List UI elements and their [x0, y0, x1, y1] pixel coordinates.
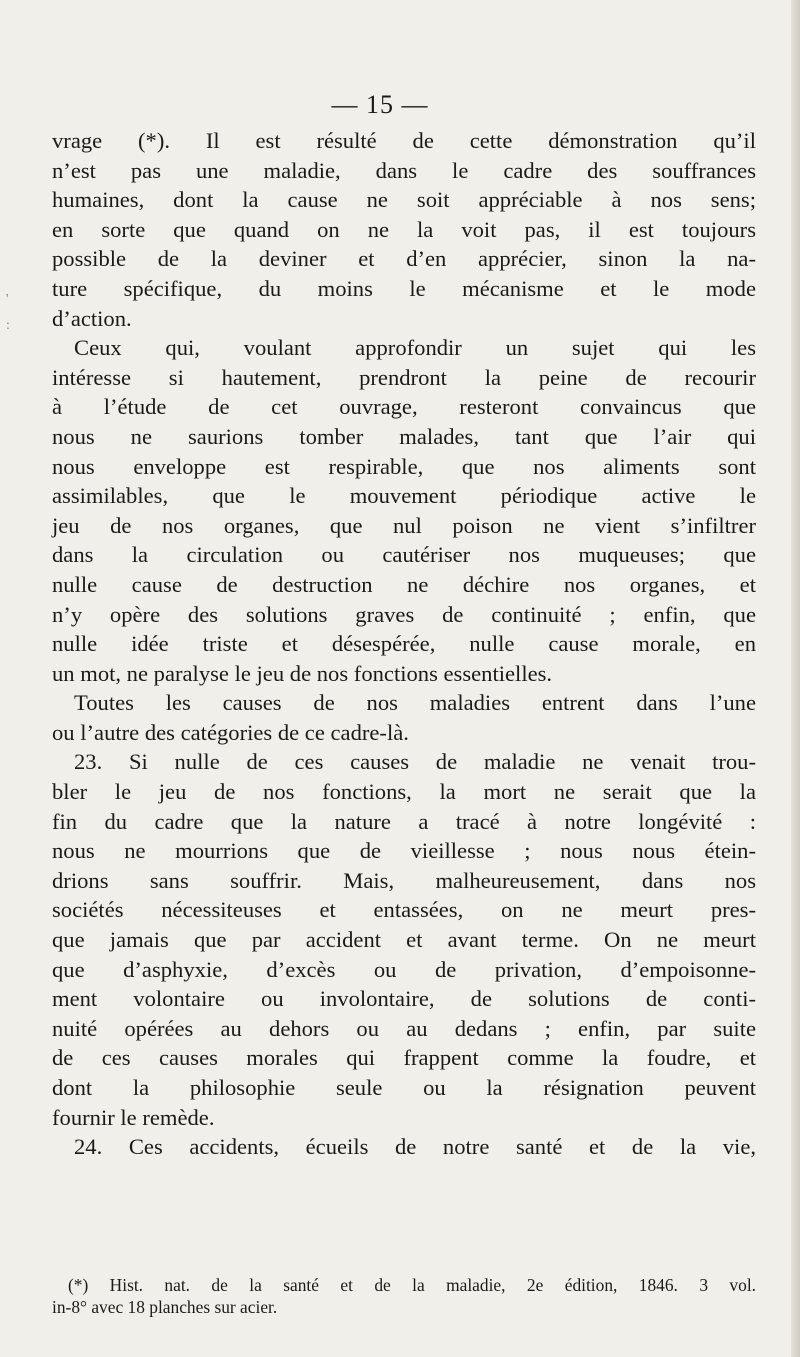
footnote-line: (*) Hist. nat. de la santé et de la maladie, 2e édition, 1846. 3 vol. — [68, 1275, 756, 1295]
text-line: assimilables, que le mouvement périodique active le — [52, 483, 756, 509]
footnote-line: in-8° avec 18 planches sur acier. — [52, 1297, 278, 1317]
text-line: nous ne mourrions que de vieillesse ; nous nous étein- — [52, 838, 756, 864]
text-line: en sorte que quand on ne la voit pas, il est toujours — [52, 216, 756, 242]
text-line: vrage (*). Il est résulté de cette démonstration qu’il — [52, 128, 756, 153]
text-line: Ceux qui, voulant approfondir un sujet qui les — [74, 335, 756, 361]
text-line: fin du cadre que la nature a tracé à notre longévité : — [52, 808, 756, 834]
text-line: intéresse si hautement, prendront la peine de recourir — [52, 364, 756, 390]
text-line: nulle cause de destruction ne déchire nos organes, et — [52, 571, 756, 597]
margin-mark: : — [6, 318, 10, 333]
text-line: d’action. — [52, 305, 132, 331]
text-line: ou l’autre des catégories de ce cadre-là. — [52, 719, 409, 745]
text-line: que d’asphyxie, d’excès ou de privation, d’empoisonne- — [52, 956, 756, 982]
text-line: à l’étude de cet ouvrage, resteront convaincus que — [52, 394, 756, 420]
text-line: un mot, ne paralyse le jeu de nos fonctions essentielles. — [52, 660, 553, 686]
text-line: possible de la deviner et d’en apprécier, sinon la na- — [52, 246, 756, 272]
text-line: nulle idée triste et désespérée, nulle cause morale, en — [52, 631, 756, 657]
text-line: n’y opère des solutions graves de continuité ; enfin, que — [52, 601, 756, 627]
text-line: dans la circulation ou cautériser nos muqueuses; que — [52, 542, 756, 568]
text-line: dont la philosophie seule ou la résignation peuvent — [52, 1075, 756, 1100]
text-line: de ces causes morales qui frappent comme la foudre, et — [52, 1045, 756, 1071]
text-line: ment volontaire ou involontaire, de solutions de conti- — [52, 986, 756, 1012]
text-line: bler le jeu de nos fonctions, la mort ne serait que la — [52, 779, 756, 805]
text-line: jeu de nos organes, que nul poison ne vient s’infiltrer — [52, 512, 756, 538]
text-line: nuité opérées au dehors ou au dedans ; enfin, par suite — [52, 1015, 756, 1041]
text-line: drions sans souffrir. Mais, malheureusement, dans nos — [52, 867, 756, 893]
text-line: ture spécifique, du moins le mécanisme et le mode — [52, 275, 756, 301]
text-line: n’est pas une maladie, dans le cadre des souffrances — [52, 157, 756, 183]
text-line: Toutes les causes de nos maladies entrent dans l’une — [74, 690, 756, 716]
text-line: sociétés nécessiteuses et entassées, on ne meurt pres- — [52, 897, 756, 923]
text-line: que jamais que par accident et avant terme. On ne meurt — [52, 927, 756, 953]
page-number: — 15 — — [331, 90, 429, 119]
margin-mark: ' — [6, 292, 9, 307]
footnote — [52, 1274, 756, 1318]
text-line: 24. Ces accidents, écueils de notre santé et de la vie, — [74, 1134, 756, 1160]
page-edge — [791, 0, 800, 1357]
text-line: fournir le remède. — [52, 1104, 215, 1130]
text-line: humaines, dont la cause ne soit appréciable à nos sens; — [52, 187, 756, 213]
text-line: nous enveloppe est respirable, que nos aliments sont — [52, 453, 756, 479]
text-line: nous ne saurions tomber malades, tant que l’air qui — [52, 423, 756, 449]
body-text — [52, 126, 756, 1162]
text-line: 23. Si nulle de ces causes de maladie ne venait trou- — [74, 749, 756, 775]
